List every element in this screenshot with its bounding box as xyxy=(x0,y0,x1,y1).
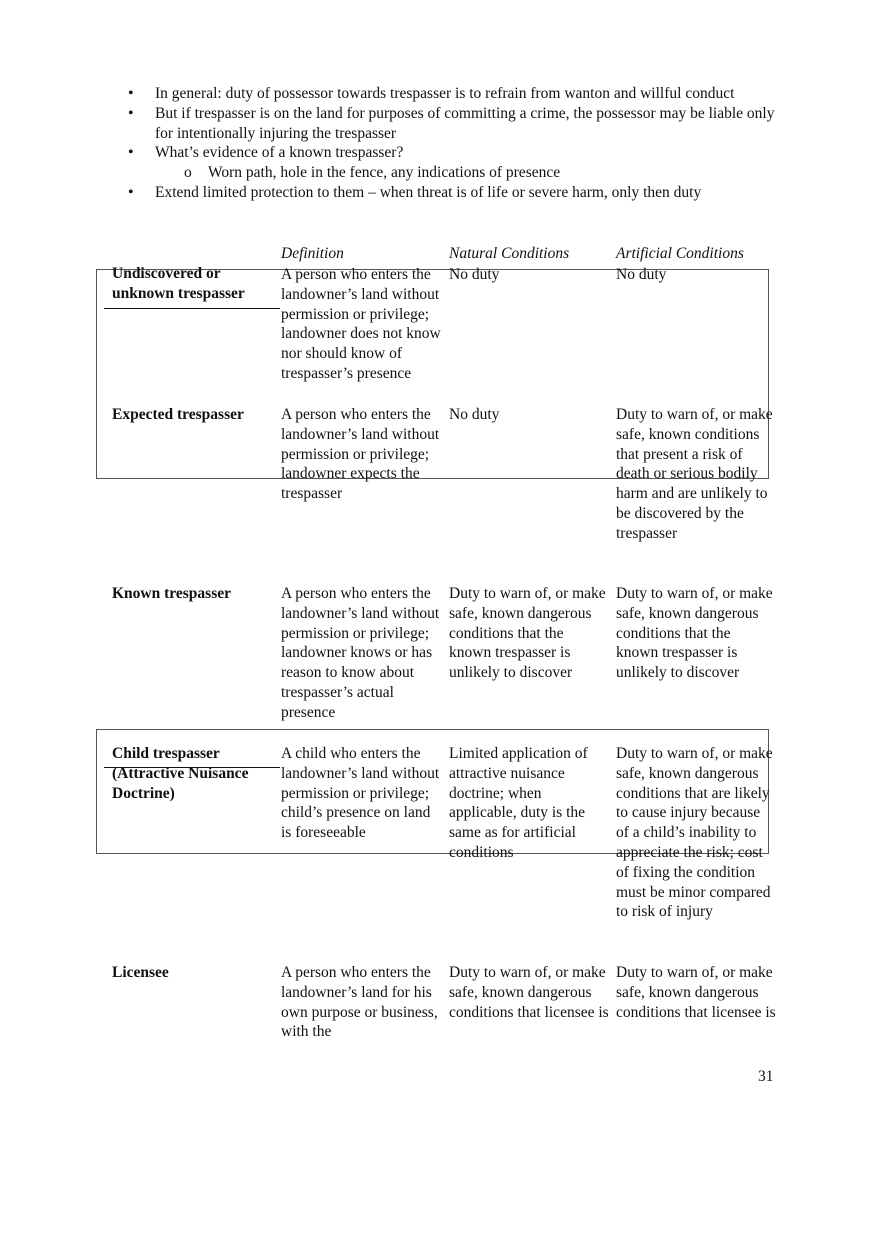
cell-artificial: No duty xyxy=(616,266,667,283)
cell-artificial: Duty to warn of, or make safe, known dangerous conditions that are likely to cause injury because of a child’s inability to appreciate the risk; cost of fixing the condition must be minor compared to risk of injury xyxy=(616,745,773,921)
cell-definition: A person who enters the landowner’s land without permission or privilege; landowner expects the trespasser xyxy=(281,406,440,503)
cell-natural: No duty xyxy=(449,406,500,423)
bullet-item: • What’s evidence of a known trespasser? xyxy=(128,143,788,163)
row-label-undiscovered: Undiscovered or unknown trespasser xyxy=(112,265,245,302)
row-label-licensee: Licensee xyxy=(112,964,169,981)
cell-artificial: Duty to warn of, or make safe, known dangerous conditions that licensee is xyxy=(616,964,776,1021)
cell-artificial: Duty to warn of, or make safe, known dangerous conditions that the known trespasser is unlikely to discover xyxy=(616,585,773,682)
bullet-item: • In general: duty of possessor towards trespasser is to refrain from wanton and willful conduct xyxy=(128,84,788,104)
cell-natural: No duty xyxy=(449,266,500,283)
row-label-known: Known trespasser xyxy=(112,585,231,602)
bullet-item: • But if trespasser is on the land for purposes of committing a crime, the possessor may be liable only for intentionally injuring the trespasser xyxy=(128,104,788,144)
cell-definition: A person who enters the landowner’s land without permission or privilege; landowner knows or has reason to know about trespasser’s actual presence xyxy=(281,585,440,721)
header-definition: Definition xyxy=(281,245,344,262)
header-natural-conditions: Natural Conditions xyxy=(449,245,570,262)
cell-natural: Duty to warn of, or make safe, known dangerous conditions that licensee is xyxy=(449,964,609,1021)
underline-rule xyxy=(104,308,280,309)
cell-definition: A person who enters the landowner’s land without permission or privilege; landowner does not know nor should know of trespasser’s presence xyxy=(281,266,441,382)
cell-natural: Duty to warn of, or make safe, known dangerous conditions that the known trespasser is unlikely to discover xyxy=(449,585,606,682)
sub-bullet-item: o Worn path, hole in the fence, any indications of presence xyxy=(128,163,788,183)
cell-artificial: Duty to warn of, or make safe, known conditions that present a risk of death or serious bodily harm and are unlikely to be discovered by the trespasser xyxy=(616,406,773,542)
bullet-item: • Extend limited protection to them – when threat is of life or severe harm, only then duty xyxy=(128,183,788,203)
header-artificial-conditions: Artificial Conditions xyxy=(616,245,744,262)
row-label-expected: Expected trespasser xyxy=(112,406,244,423)
page-number: 31 xyxy=(758,1068,774,1085)
cell-definition: A child who enters the landowner’s land without permission or privilege; child’s presence on land is foreseeable xyxy=(281,745,440,842)
cell-natural: Limited application of attractive nuisance doctrine; when applicable, duty is the same as for artificial conditions xyxy=(449,745,588,861)
row-label-child: Child trespasser (Attractive Nuisance Doctrine) xyxy=(112,745,249,802)
cell-definition: A person who enters the landowner’s land for his own purpose or business, with the xyxy=(281,964,438,1041)
bullet-list xyxy=(128,84,788,203)
